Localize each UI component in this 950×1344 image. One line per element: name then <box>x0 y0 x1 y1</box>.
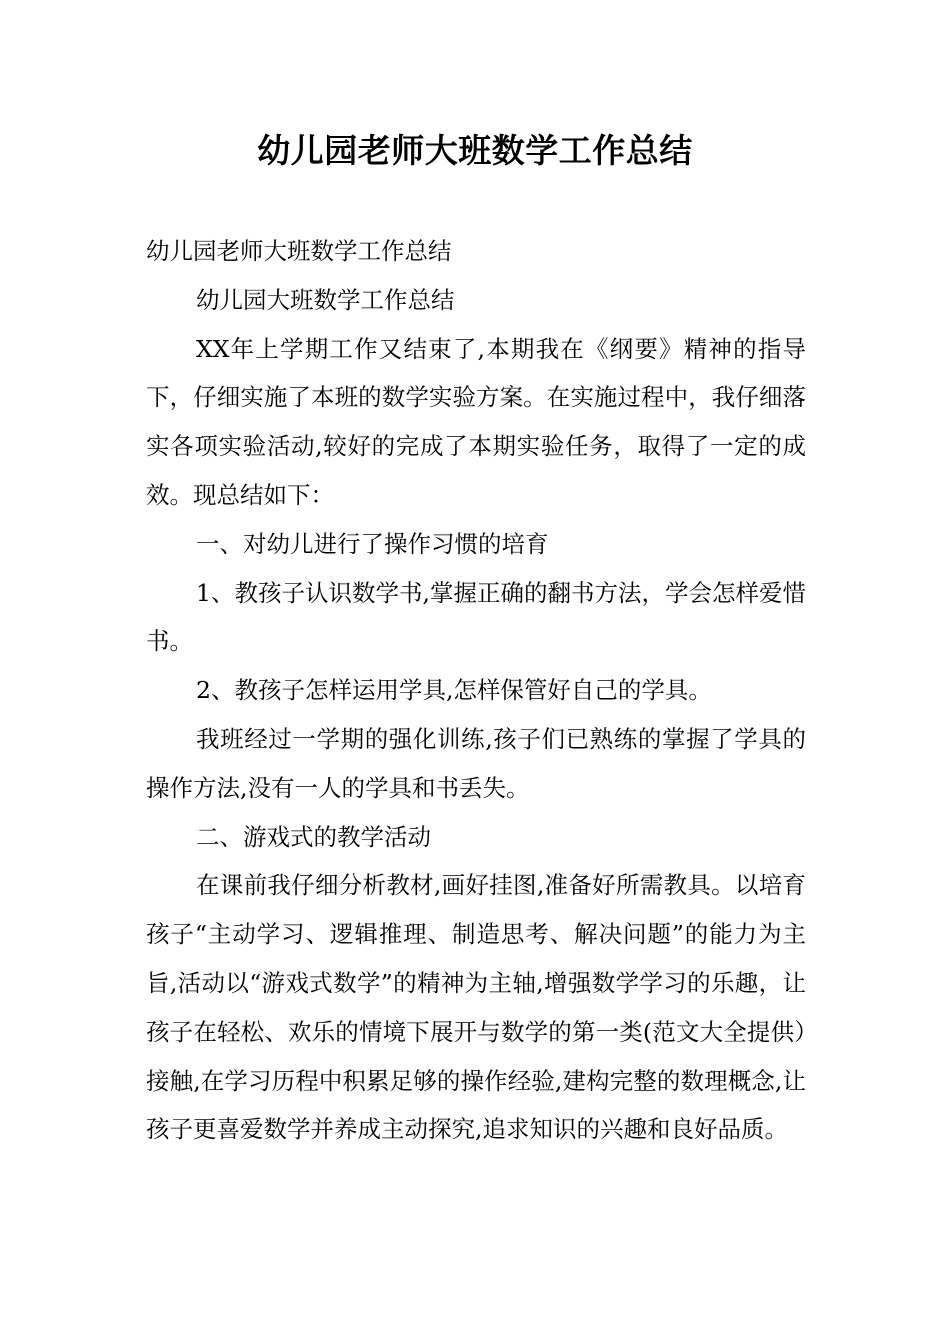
paragraph-subtitle: 幼儿园老师大班数学工作总结 <box>146 237 452 265</box>
section-heading-2: 二、游戏式的教学活动 <box>196 822 431 851</box>
paragraph-item-2: 2、教孩子怎样运用学具,怎样保管好自己的学具。 <box>196 676 712 705</box>
paragraph-result: 我班经过一学期的强化训练,孩子们已熟练的掌握了学具的操作方法,没有一人的学具和书丢失。 <box>146 724 806 802</box>
document-title: 幼儿园老师大班数学工作总结 <box>257 131 693 170</box>
paragraph-item-1: 1、教孩子认识数学书,掌握正确的翻书方法，学会怎样爱惜书。 <box>146 578 806 656</box>
paragraph-heading: 幼儿园大班数学工作总结 <box>196 285 455 314</box>
section-heading-1: 一、对幼儿进行了操作习惯的培育 <box>196 529 549 558</box>
document-body <box>146 227 806 1154</box>
paragraph-intro: XX年上学期工作又结束了,本期我在《纲要》精神的指导下，仔细实施了本班的数学实验方案。在实施过程中，我仔细落实各项实验活动,较好的完成了本期实验任务，取得了一定的成效。现总结如下： <box>146 334 806 509</box>
paragraph-activity: 在课前我仔细分析教材,画好挂图,准备好所需教具。以培育孩子“主动学习、逻辑推理、制造思考、解决问题”的能力为主旨,活动以“游戏式数学”的精神为主轴,增强数学学习的乐趣，让孩子在轻松、欢乐的情境下展开与数学的第一类(范文大全提供）接触,在学习历程中积累足够的操作经验,建构完整的数理概念,让孩子更喜爱数学并养成主动探究,追求知识的兴趣和良好品质。 <box>146 871 806 1144</box>
